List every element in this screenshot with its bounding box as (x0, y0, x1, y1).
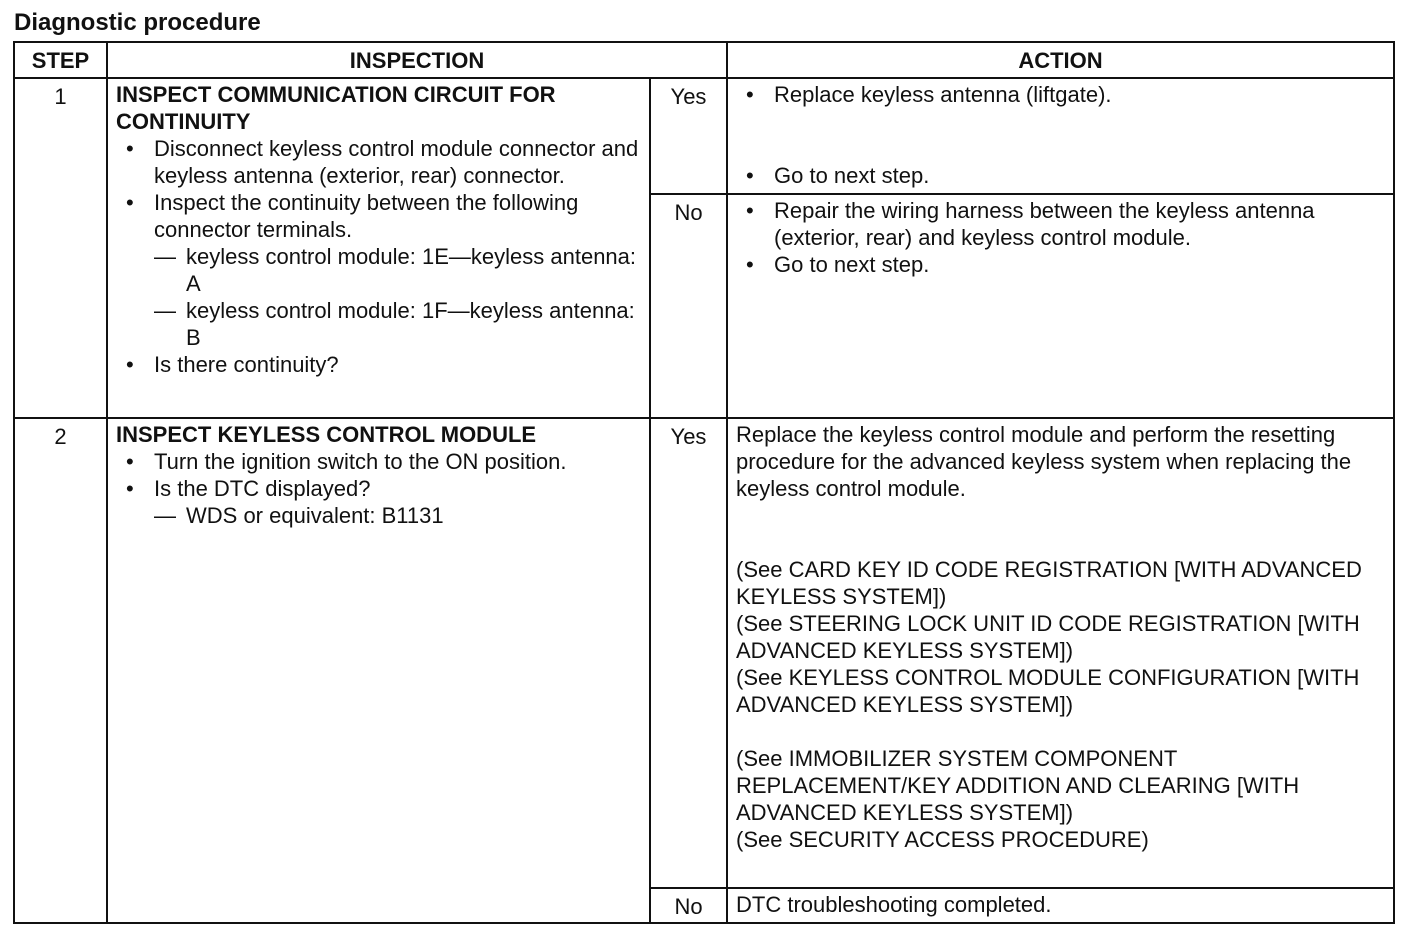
yes-label: Yes (650, 418, 727, 888)
inspection-list (116, 448, 643, 529)
list-item: • Is there continuity? (116, 351, 643, 378)
header-row (14, 42, 1394, 78)
spacer (736, 502, 1385, 556)
action-cell (727, 418, 1394, 888)
action-cell: DTC troubleshooting completed. (727, 888, 1394, 923)
list-item-text: Inspect the continuity between the following connector terminals. (154, 190, 579, 242)
list-item (116, 475, 643, 529)
list-item: • Disconnect keyless control module connector and keyless antenna (exterior, rear) connector. (116, 135, 643, 189)
inspection-heading: INSPECT COMMUNICATION CIRCUIT FOR CONTINUITY (116, 82, 556, 134)
no-label: No (650, 194, 727, 418)
inspection-cell (107, 418, 650, 923)
reference-link: (See SECURITY ACCESS PROCEDURE) (736, 827, 1149, 852)
reference-link: (See KEYLESS CONTROL MODULE CONFIGURATION [WITH ADVANCED KEYLESS SYSTEM]) (736, 665, 1360, 717)
table-row (14, 418, 1394, 888)
yes-label: Yes (650, 78, 727, 194)
step-number: 1 (14, 78, 107, 418)
table-row (14, 78, 1394, 194)
list-item-text: Is the DTC displayed? (154, 476, 371, 501)
reference-link: (See CARD KEY ID CODE REGISTRATION [WITH ADVANCED KEYLESS SYSTEM]) (736, 557, 1362, 609)
list-item (116, 189, 643, 351)
step-number: 2 (14, 418, 107, 923)
action-header: ACTION (727, 42, 1394, 78)
list-item: • Turn the ignition switch to the ON position. (116, 448, 643, 475)
reference-link: (See STEERING LOCK UNIT ID CODE REGISTRATION [WITH ADVANCED KEYLESS SYSTEM]) (736, 611, 1360, 663)
spacer (736, 718, 1385, 745)
action-cell (727, 194, 1394, 418)
list-item: • Repair the wiring harness between the keyless antenna (exterior, rear) and keyless control module. (736, 197, 1385, 251)
action-list (736, 197, 1385, 278)
inspection-header: INSPECTION (107, 42, 727, 78)
sub-list (154, 502, 643, 529)
page-title: Diagnostic procedure (14, 9, 261, 36)
no-label: No (650, 888, 727, 923)
action-cell (727, 78, 1394, 194)
inspection-list (116, 135, 643, 378)
reference-link: (See IMMOBILIZER SYSTEM COMPONENT REPLACEMENT/KEY ADDITION AND CLEARING [WITH ADVANCED KEYLESS SYSTEM]) (736, 746, 1300, 825)
sub-list (154, 243, 643, 351)
action-text: Replace the keyless control module and perform the resetting procedure for the advanced keyless system when replacing the keyless control module. (736, 422, 1352, 501)
list-item: • Go to next step. (736, 251, 1385, 278)
list-item: • Go to next step. (736, 162, 1385, 189)
step-header: STEP (14, 42, 107, 78)
inspection-cell (107, 78, 650, 418)
inspection-heading: INSPECT KEYLESS CONTROL MODULE (116, 422, 537, 447)
list-item: • Replace keyless antenna (liftgate). (736, 81, 1385, 108)
diagnostic-table (13, 41, 1395, 924)
sub-list-item: — keyless control module: 1F—keyless antenna: B (154, 297, 643, 351)
sub-list-item: — keyless control module: 1E—keyless antenna: A (154, 243, 643, 297)
sub-list-item: — WDS or equivalent: B1131 (154, 502, 643, 529)
action-list (736, 81, 1385, 189)
